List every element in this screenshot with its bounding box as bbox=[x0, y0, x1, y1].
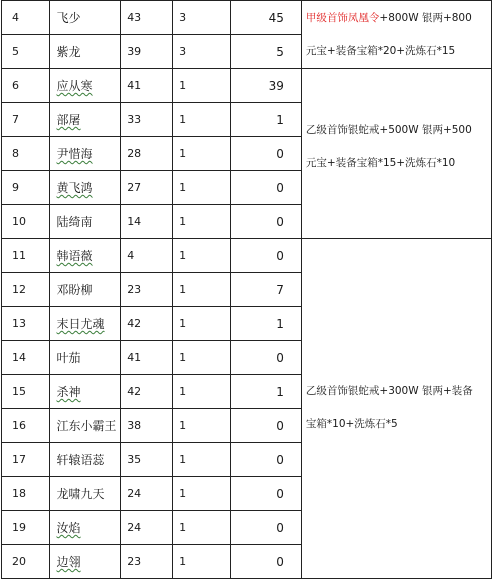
name-cell-text: 末日尤魂 bbox=[56, 317, 105, 331]
level-cell-text: 24 bbox=[127, 487, 142, 500]
vip-cell-text: 1 bbox=[179, 555, 187, 568]
level-cell-text: 41 bbox=[127, 79, 142, 92]
value-cell-text: 45 bbox=[268, 10, 284, 25]
vip-cell bbox=[173, 69, 231, 103]
level-cell-text: 39 bbox=[127, 45, 142, 58]
value-cell bbox=[231, 477, 302, 511]
name-cell bbox=[49, 477, 121, 511]
reward-line: 元宝+装备宝箱*15+洗炼石*10 bbox=[305, 156, 456, 169]
ranking-table-body bbox=[2, 1, 492, 579]
vip-cell bbox=[173, 137, 231, 171]
vip-cell-text: 1 bbox=[179, 181, 187, 194]
name-cell-text: 江东小霸王 bbox=[56, 419, 117, 433]
name-cell-text: 边翎 bbox=[56, 555, 81, 569]
rank-cell-text: 9 bbox=[12, 181, 19, 194]
name-cell bbox=[49, 239, 121, 273]
rank-cell bbox=[2, 511, 50, 545]
rank-cell-text: 17 bbox=[12, 453, 26, 466]
rank-cell-text: 12 bbox=[12, 283, 26, 296]
name-cell bbox=[49, 69, 121, 103]
vip-cell bbox=[173, 545, 231, 579]
value-cell bbox=[231, 1, 302, 35]
name-cell bbox=[49, 341, 121, 375]
rank-cell-text: 19 bbox=[12, 521, 26, 534]
value-cell-text: 1 bbox=[276, 384, 284, 399]
name-cell-text: 陆绮南 bbox=[56, 215, 93, 229]
vip-cell-text: 3 bbox=[179, 11, 187, 24]
value-cell-text: 1 bbox=[276, 112, 284, 127]
level-cell bbox=[121, 511, 173, 545]
name-cell-text: 龙啸九天 bbox=[56, 487, 105, 501]
rank-cell-text: 5 bbox=[12, 45, 19, 58]
name-cell bbox=[49, 103, 121, 137]
name-cell-text: 飞少 bbox=[56, 11, 81, 25]
vip-cell bbox=[173, 375, 231, 409]
name-cell-text: 杀神 bbox=[56, 385, 81, 399]
value-cell-text: 0 bbox=[276, 248, 284, 263]
vip-cell-text: 1 bbox=[179, 147, 187, 160]
name-cell bbox=[49, 205, 121, 239]
level-cell-text: 43 bbox=[127, 11, 142, 24]
level-cell-text: 23 bbox=[127, 555, 142, 568]
level-cell-text: 24 bbox=[127, 521, 142, 534]
name-cell bbox=[49, 443, 121, 477]
value-cell-text: 39 bbox=[268, 78, 284, 93]
value-cell bbox=[231, 35, 302, 69]
reward-cell-tier-a bbox=[301, 1, 491, 69]
value-cell-text: 0 bbox=[276, 146, 284, 161]
vip-cell-text: 1 bbox=[179, 215, 187, 228]
level-cell bbox=[121, 443, 173, 477]
name-cell bbox=[49, 375, 121, 409]
level-cell bbox=[121, 1, 173, 35]
vip-cell bbox=[173, 511, 231, 545]
rank-cell bbox=[2, 477, 50, 511]
level-cell bbox=[121, 545, 173, 579]
rank-cell bbox=[2, 171, 50, 205]
vip-cell-text: 1 bbox=[179, 351, 187, 364]
level-cell bbox=[121, 341, 173, 375]
level-cell-text: 23 bbox=[127, 283, 142, 296]
vip-cell-text: 1 bbox=[179, 113, 187, 126]
rank-cell-text: 20 bbox=[12, 555, 26, 568]
name-cell-text: 部屠 bbox=[56, 113, 81, 127]
level-cell bbox=[121, 103, 173, 137]
level-cell bbox=[121, 137, 173, 171]
vip-cell bbox=[173, 477, 231, 511]
rank-cell bbox=[2, 443, 50, 477]
reward-line: 乙级首饰银蛇戒+500W 银两+500 bbox=[305, 124, 472, 136]
rank-cell bbox=[2, 545, 50, 579]
vip-cell bbox=[173, 239, 231, 273]
rank-cell bbox=[2, 239, 50, 273]
name-cell bbox=[49, 545, 121, 579]
value-cell bbox=[231, 307, 302, 341]
level-cell-text: 35 bbox=[127, 453, 142, 466]
table-row bbox=[2, 1, 492, 35]
vip-cell bbox=[173, 171, 231, 205]
name-cell bbox=[49, 409, 121, 443]
level-cell-text: 14 bbox=[127, 215, 142, 228]
value-cell-text: 0 bbox=[276, 418, 284, 433]
value-cell bbox=[231, 341, 302, 375]
level-cell-text: 42 bbox=[127, 317, 142, 330]
reward-line: 乙级首饰银蛇戒+300W 银两+装备 bbox=[305, 385, 473, 397]
level-cell bbox=[121, 171, 173, 205]
level-cell-text: 4 bbox=[127, 249, 135, 262]
rank-cell bbox=[2, 137, 50, 171]
vip-cell-text: 1 bbox=[179, 317, 187, 330]
value-cell bbox=[231, 103, 302, 137]
value-cell bbox=[231, 137, 302, 171]
level-cell bbox=[121, 477, 173, 511]
vip-cell-text: 1 bbox=[179, 79, 187, 92]
vip-cell bbox=[173, 273, 231, 307]
rank-cell-text: 4 bbox=[12, 11, 19, 24]
rank-cell-text: 6 bbox=[12, 79, 19, 92]
value-cell bbox=[231, 171, 302, 205]
vip-cell bbox=[173, 409, 231, 443]
value-cell-text: 0 bbox=[276, 486, 284, 501]
rank-cell bbox=[2, 273, 50, 307]
value-cell bbox=[231, 511, 302, 545]
vip-cell-text: 1 bbox=[179, 419, 187, 432]
level-cell bbox=[121, 239, 173, 273]
table-row bbox=[2, 69, 492, 103]
level-cell bbox=[121, 35, 173, 69]
name-cell-text: 紫龙 bbox=[56, 45, 81, 59]
rank-cell-text: 13 bbox=[12, 317, 26, 330]
vip-cell bbox=[173, 1, 231, 35]
rank-cell bbox=[2, 341, 50, 375]
level-cell-text: 42 bbox=[127, 385, 142, 398]
rank-cell-text: 15 bbox=[12, 385, 26, 398]
vip-cell bbox=[173, 443, 231, 477]
level-cell-text: 38 bbox=[127, 419, 142, 432]
rank-cell bbox=[2, 35, 50, 69]
rank-cell-text: 16 bbox=[12, 419, 26, 432]
rank-cell-text: 18 bbox=[12, 487, 26, 500]
name-cell bbox=[49, 35, 121, 69]
value-cell-text: 0 bbox=[276, 214, 284, 229]
level-cell bbox=[121, 307, 173, 341]
name-cell bbox=[49, 307, 121, 341]
name-cell bbox=[49, 273, 121, 307]
rank-cell-text: 10 bbox=[12, 215, 26, 228]
value-cell bbox=[231, 205, 302, 239]
rank-cell bbox=[2, 409, 50, 443]
value-cell-text: 5 bbox=[276, 44, 284, 59]
vip-cell-text: 3 bbox=[179, 45, 187, 58]
level-cell bbox=[121, 375, 173, 409]
rank-cell bbox=[2, 69, 50, 103]
vip-cell bbox=[173, 205, 231, 239]
name-cell-text: 轩辕语蕊 bbox=[56, 453, 105, 467]
rank-cell-text: 7 bbox=[12, 113, 19, 126]
rank-cell bbox=[2, 307, 50, 341]
value-cell bbox=[231, 69, 302, 103]
value-cell bbox=[231, 409, 302, 443]
name-cell-text: 邓盼柳 bbox=[56, 283, 93, 297]
rank-cell-text: 11 bbox=[12, 249, 26, 262]
name-cell bbox=[49, 511, 121, 545]
table-row bbox=[2, 239, 492, 273]
name-cell-text: 尹惜海 bbox=[56, 147, 93, 161]
value-cell-text: 0 bbox=[276, 452, 284, 467]
vip-cell-text: 1 bbox=[179, 249, 187, 262]
vip-cell bbox=[173, 307, 231, 341]
level-cell bbox=[121, 273, 173, 307]
vip-cell bbox=[173, 341, 231, 375]
name-cell bbox=[49, 137, 121, 171]
reward-line bbox=[306, 13, 487, 24]
level-cell bbox=[121, 69, 173, 103]
name-cell-text: 黄飞鸿 bbox=[56, 181, 93, 195]
value-cell-text: 7 bbox=[276, 282, 284, 297]
reward-cell-tier-c bbox=[301, 239, 491, 579]
vip-cell-text: 1 bbox=[179, 521, 187, 534]
vip-cell-text: 1 bbox=[179, 487, 187, 500]
rank-cell bbox=[2, 205, 50, 239]
value-cell bbox=[231, 545, 302, 579]
level-cell-text: 28 bbox=[127, 147, 142, 160]
name-cell-text: 应从寒 bbox=[56, 79, 93, 93]
value-cell-text: 0 bbox=[276, 350, 284, 365]
value-cell-text: 0 bbox=[276, 554, 284, 569]
value-cell-text: 1 bbox=[276, 316, 284, 331]
value-cell bbox=[231, 273, 302, 307]
vip-cell bbox=[173, 35, 231, 69]
name-cell-text: 汝焰 bbox=[56, 521, 81, 535]
reward-cell-tier-b bbox=[301, 69, 491, 239]
reward-line: 元宝+装备宝箱*20+洗炼石*15 bbox=[305, 44, 456, 57]
rank-cell-text: 8 bbox=[12, 147, 19, 160]
rank-cell bbox=[2, 375, 50, 409]
reward-line: 宝箱*10+洗炼石*5 bbox=[305, 417, 398, 430]
reward-highlight: 甲级首饰凤凰令 bbox=[305, 12, 380, 24]
ranking-table bbox=[1, 0, 492, 579]
level-cell-text: 33 bbox=[127, 113, 142, 126]
value-cell bbox=[231, 239, 302, 273]
rank-cell bbox=[2, 1, 50, 35]
vip-cell bbox=[173, 103, 231, 137]
value-cell bbox=[231, 375, 302, 409]
value-cell bbox=[231, 443, 302, 477]
value-cell-text: 0 bbox=[276, 180, 284, 195]
name-cell bbox=[49, 171, 121, 205]
level-cell bbox=[121, 205, 173, 239]
vip-cell-text: 1 bbox=[179, 385, 187, 398]
value-cell-text: 0 bbox=[276, 520, 284, 535]
vip-cell-text: 1 bbox=[179, 453, 187, 466]
name-cell-text: 韩语薇 bbox=[56, 249, 93, 263]
rank-cell-text: 14 bbox=[12, 351, 26, 364]
reward-text: +800W 银两+800 bbox=[379, 12, 472, 24]
level-cell bbox=[121, 409, 173, 443]
level-cell-text: 27 bbox=[127, 181, 142, 194]
vip-cell-text: 1 bbox=[179, 283, 187, 296]
name-cell-text: 叶茄 bbox=[56, 351, 81, 365]
rank-cell bbox=[2, 103, 50, 137]
level-cell-text: 41 bbox=[127, 351, 142, 364]
name-cell bbox=[49, 1, 121, 35]
